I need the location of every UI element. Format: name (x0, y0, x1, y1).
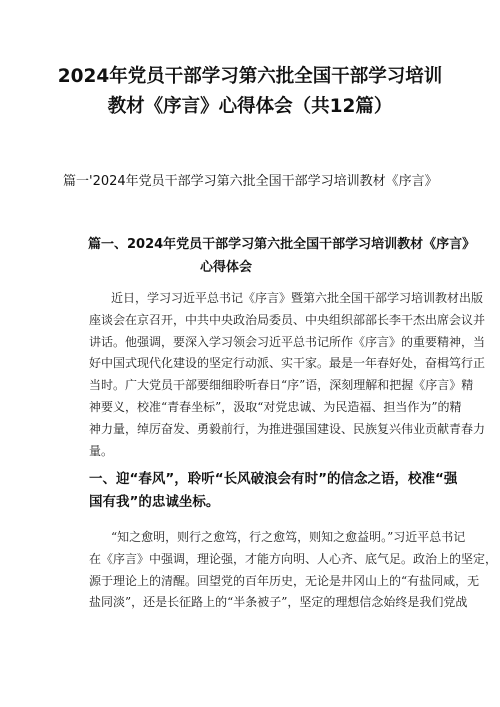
section-title-line-2: 心得体会 (200, 260, 253, 275)
heading-1 (89, 468, 474, 514)
heading-line: 一、迎“春风”，聆听“长风破浪会有时”的信念之语，校准“强 (89, 471, 458, 487)
paragraph-line: 在《序言》中强调，理论强，才能方向明、人心齐、底气足。政治上的坚定， (89, 551, 498, 566)
paragraph-line: 神要义，校准“青春坐标”，汲取“对党忠诚、为民造福、担当作为”的精 (89, 399, 462, 414)
paragraph-line: 当时。广大党员干部要细细聆听春日“序”语，深刻理解和把握《序言》精 (89, 378, 474, 393)
toc-entry-1[interactable]: 篇一'2024年党员干部学习第六批全国干部学习培训教材《序言》 (63, 174, 438, 189)
heading-line: 国有我”的忠诚坐标。 (89, 494, 220, 510)
paragraph-line: 源于理论上的清醒。回望党的百年历史，无论是井冈山上的“有盐同咸，无 (89, 573, 480, 588)
document-title-line-2: 教材《序言》心得体会（共12篇） (107, 96, 393, 117)
paragraph-line: 盐同淡”，还是长征路上的“半条被子”，坚定的理想信念始终是我们党战 (89, 595, 468, 610)
section-title-line-1: 篇一、2024年党员干部学习第六批全国干部学习培训教材《序言》 (88, 237, 476, 252)
paragraph-line: 讲话。他强调，要深入学习领会习近平总书记所作《序言》的重要精神，当 (89, 334, 486, 349)
paragraph-1 (89, 288, 486, 462)
document-title-line-1: 2024年党员干部学习第六批全国干部学习培训 (57, 66, 443, 87)
paragraph-line: 好中国式现代化建设的坚定行动派、实干家。最是一年春好处，奋楫笃行正 (89, 356, 486, 371)
paragraph-line: 近日，学习习近平总书记《序言》暨第六批全国干部学习培训教材出版 (111, 291, 484, 305)
paragraph-line: “知之愈明，则行之愈笃，行之愈笃，则知之愈益明。”习近平总书记 (111, 530, 466, 544)
paragraph-line: 神力量，绰厉奋发、勇毅前行，为推进强国建设、民族复兴伟业贡献青春力 (89, 421, 486, 436)
paragraph-line: 量。 (89, 443, 114, 458)
paragraph-2 (89, 527, 498, 614)
paragraph-line: 座谈会在京召开，中共中央政治局委员、中央组织部部长李干杰出席会议并 (89, 312, 486, 327)
